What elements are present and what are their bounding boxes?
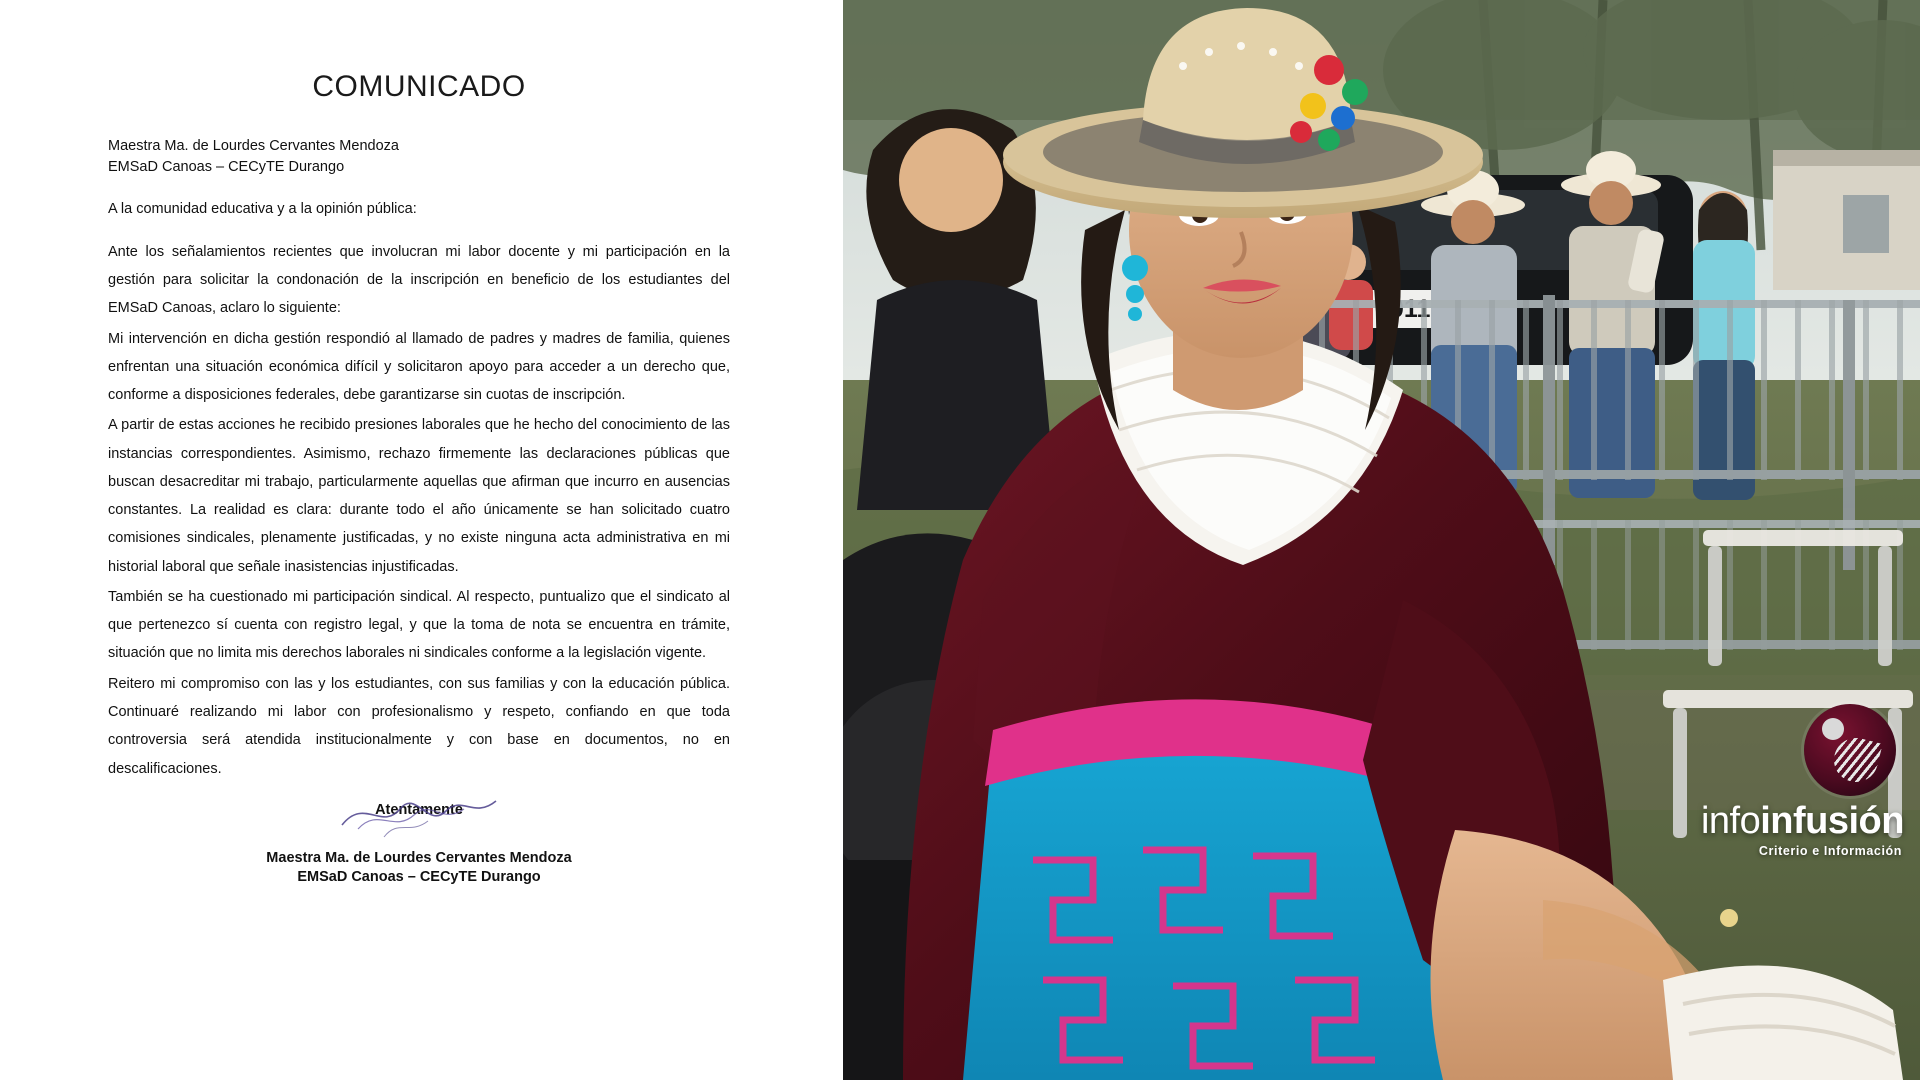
paragraph: También se ha cuestionado mi participación sindical. Al respecto, puntualizo que el sindicato al que pertenezco sí cuenta con registro legal, y que la toma de nota se encuentra en trámite, situación que no limita mis derechos laborales ni sindicales conforme a la legislación vigente. <box>108 588 730 662</box>
brand-name <box>1510 802 1910 840</box>
paragraph: Ante los señalamientos recientes que involucran mi labor docente y mi participación en la gestión para solicitar la condonación de la inscripción en beneficio de los estudiantes del EMSaD Canoas, aclaro lo siguiente: <box>108 243 730 317</box>
photo-illustration <box>843 0 1920 1080</box>
spacer <box>108 220 730 238</box>
page-title: COMUNICADO <box>312 70 526 103</box>
document-body <box>108 70 730 888</box>
brand-tagline: Criterio e Información <box>1758 844 1902 858</box>
paragraph: Mi intervención en dicha gestión respondió al llamado de padres y madres de familia, quienes enfrentan una situación económica difícil y solicitaron apoyo para acceder a un derecho que, conforme a disposiciones federales, debe garantizarse sin cuotas de inscripción. <box>108 330 730 404</box>
salutation: A la comunidad educativa y a la opinión pública: <box>108 201 417 218</box>
brand-name-first: info <box>1700 800 1761 842</box>
brand-mark-icon <box>1804 704 1896 796</box>
author-name: Maestra Ma. de Lourdes Cervantes Mendoza <box>108 138 399 154</box>
spacer <box>108 177 730 199</box>
author-organization: EMSaD Canoas – CECyTE Durango <box>108 158 345 175</box>
paragraph: Reitero mi compromiso con las y los estudiantes, con sus familias y con la educación pública. Continuaré realizando mi labor con profesionalismo y respeto, confiando en que toda controversia será atendida institucionalmente y con base en documentos, no en descalificaciones. <box>108 675 730 777</box>
closing-line: Atentamente <box>375 801 463 818</box>
signer-name: Maestra Ma. de Lourdes Cervantes Mendoza <box>266 849 572 866</box>
signature-block <box>108 801 730 888</box>
signer-block <box>108 849 730 888</box>
photograph <box>843 0 1920 1080</box>
brand-name-second: infusión <box>1760 800 1904 842</box>
paragraph: A partir de estas acciones he recibido presiones laborales que he hecho del conocimiento de las instancias correspondientes. Asimismo, rechazo firmemente las declaraciones públicas que buscan desacreditar mi trabajo, particularmente aquellas que afirman que incurro en ausencias constantes. La realidad es clara: durante todo el año únicamente se han solicitado cuatro comisiones sindicales, plenamente justificadas, y no existe ninguna acta administrativa en mi historial laboral que señale inasistencias injustificadas. <box>108 417 730 575</box>
communique-document <box>0 0 843 1080</box>
signer-organization: EMSaD Canoas – CECyTE Durango <box>297 869 541 886</box>
photo-svg <box>843 0 1920 1080</box>
watermark-logo <box>1510 704 1910 858</box>
